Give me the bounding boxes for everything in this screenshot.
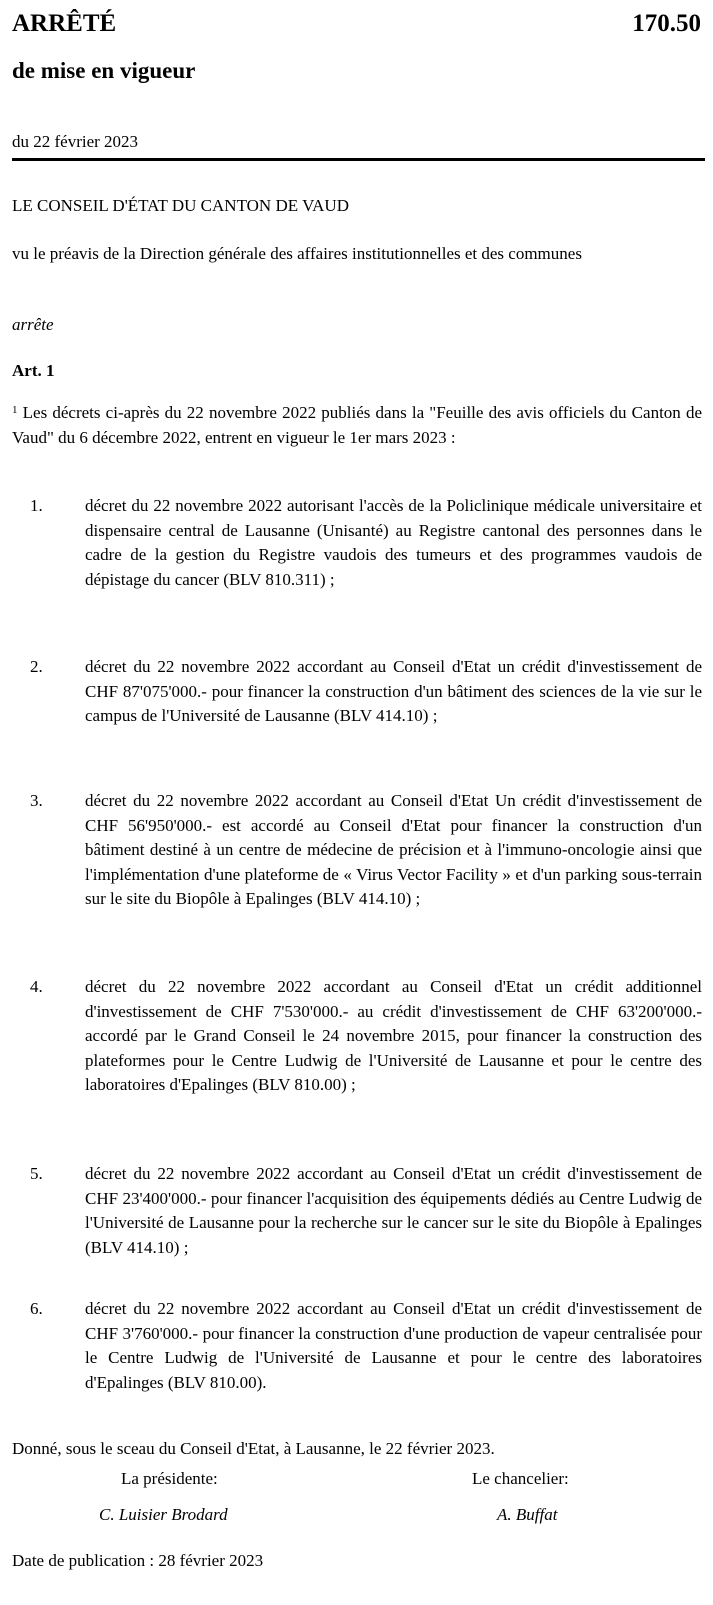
list-item bbox=[12, 975, 702, 1098]
list-item-number: 1. bbox=[30, 496, 43, 515]
header-divider bbox=[12, 158, 705, 161]
article-heading: Art. 1 bbox=[12, 361, 55, 380]
chancellor-name: A. Buffat bbox=[497, 1505, 558, 1524]
list-item bbox=[12, 789, 702, 912]
list-item-text: décret du 22 novembre 2022 accordant au Conseil d'Etat un crédit d'investissement de CHF 3'760'000.- pour financer la construction d'une production de vapeur centralisée pour le Centre Ludwig de l'Université de Lausanne et pour le centre des laboratoires d'Epalinges (BLV 810.00). bbox=[85, 1299, 702, 1392]
list-item-number: 3. bbox=[30, 791, 43, 810]
list-item-number: 6. bbox=[30, 1299, 43, 1318]
document-subtitle: de mise en vigueur bbox=[12, 58, 196, 83]
closing-formula: Donné, sous le sceau du Conseil d'Etat, à Lausanne, le 22 février 2023. bbox=[12, 1439, 495, 1458]
list-item bbox=[12, 1297, 702, 1395]
chancellor-role: Le chancelier: bbox=[472, 1469, 569, 1488]
document-date: du 22 février 2023 bbox=[12, 132, 139, 151]
publication-date: Date de publication : 28 février 2023 bbox=[12, 1551, 264, 1570]
preamble: vu le préavis de la Direction générale des affaires institutionnelles et des communes bbox=[12, 244, 582, 263]
list-item bbox=[12, 655, 702, 729]
list-item bbox=[12, 494, 702, 592]
article-intro-text: Les décrets ci-après du 22 novembre 2022 publiés dans la "Feuille des avis officiels du Canton de Vaud" du 6 décembre 2022, entrent en vigueur le 1er mars 2023 : bbox=[12, 403, 702, 447]
list-item-text: décret du 22 novembre 2022 autorisant l'accès de la Policlinique médicale universitaire et dispensaire central de Lausanne (Unisanté) au Registre cantonal des personnes dans le cadre de la gestion du Registre vaudois des tumeurs et des programmes vaudois de dépistage du cancer (BLV 810.311) ; bbox=[85, 496, 702, 589]
alinea-number: 1 bbox=[12, 404, 18, 416]
list-item-number: 4. bbox=[30, 977, 43, 996]
document-type-title: ARRÊTÉ bbox=[12, 10, 117, 37]
president-name: C. Luisier Brodard bbox=[99, 1505, 228, 1524]
list-item-number: 5. bbox=[30, 1164, 43, 1183]
list-item-number: 2. bbox=[30, 657, 43, 676]
list-item bbox=[12, 1162, 702, 1260]
document-number: 170.50 bbox=[632, 10, 701, 37]
list-item-text: décret du 22 novembre 2022 accordant au Conseil d'Etat un crédit additionnel d'investissement de CHF 7'530'000.- au crédit d'investissement de CHF 63'200'000.- accordé par le Grand Conseil le 24 novembre 2015, pour financer la construction des plateformes pour le Centre Ludwig de l'Université de Lausanne et pour le centre des laboratoires d'Epalinges (BLV 810.00) ; bbox=[85, 977, 702, 1094]
list-item-text: décret du 22 novembre 2022 accordant au Conseil d'Etat Un crédit d'investissement de CHF 56'950'000.- est accordé au Conseil d'Etat pour financer la construction d'un bâtiment destiné à un centre de médecine de précision et à l'immuno-oncologie ainsi que l'implémentation d'une plateforme de « Virus Vector Facility » et d'un parking sous-terrain sur le site du Biopôle à Epalinges (BLV 414.10) ; bbox=[85, 791, 702, 908]
list-item-text: décret du 22 novembre 2022 accordant au Conseil d'Etat un crédit d'investissement de CHF 87'075'000.- pour financer la construction d'un bâtiment des sciences de la vie sur le campus de l'Université de Lausanne (BLV 414.10) ; bbox=[85, 657, 702, 725]
decision-verb: arrête bbox=[12, 315, 54, 334]
issuing-authority: LE CONSEIL D'ÉTAT DU CANTON DE VAUD bbox=[12, 196, 349, 215]
president-role: La présidente: bbox=[121, 1469, 218, 1488]
article-intro bbox=[12, 400, 702, 450]
list-item-text: décret du 22 novembre 2022 accordant au Conseil d'Etat un crédit d'investissement de CHF 23'400'000.- pour financer l'acquisition des équipements dédiés au Centre Ludwig de l'Université de Lausanne pour la recherche sur le cancer sur le site du Biopôle à Epalinges (BLV 414.10) ; bbox=[85, 1164, 702, 1257]
